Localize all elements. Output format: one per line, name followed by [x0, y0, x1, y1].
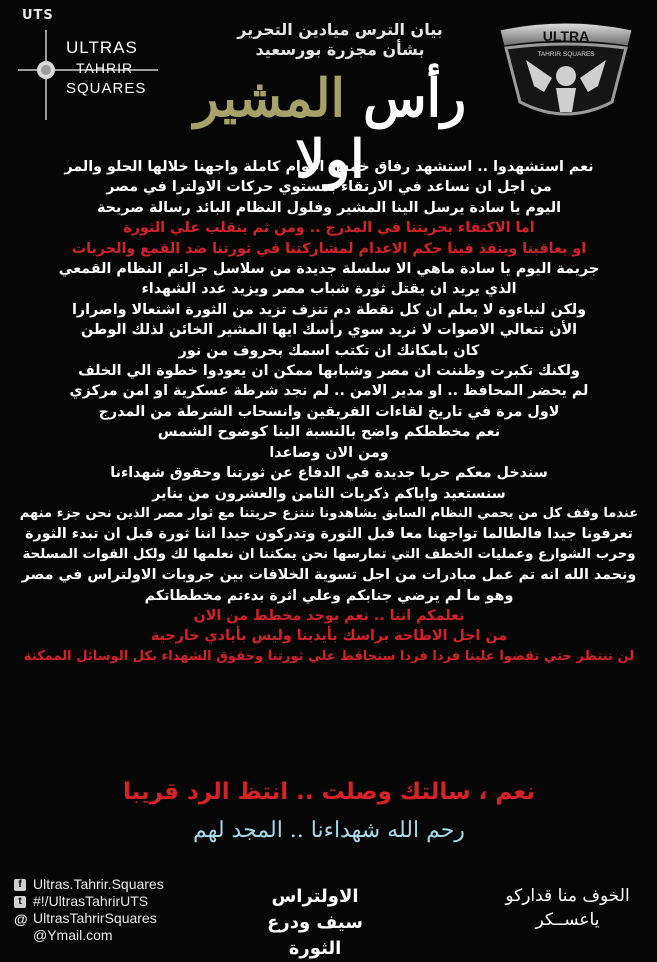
chant-line-1: الخوف منا قداركو	[505, 886, 630, 906]
twitter-icon: t	[14, 896, 26, 908]
social-row	[14, 927, 164, 944]
signature-line-2: سيف ودرع الثورة	[267, 912, 363, 959]
body-line: تعرفونا جيدا فالطالما تواجهنا معا قبل الثورة وتدركون جيدا اننا ثورة قبل ان تبدء الثورة	[25, 526, 633, 543]
body-line: وحرب الشوارع وعمليات الخطف التي تمارسها نحن يمكننا ان نعلمها لك ولكل القوات المسلحة	[22, 546, 636, 562]
social-row	[14, 893, 164, 910]
body-line: لاول مرة في تاريخ لقاءات الفريقين وانسحاب الشرطة من المدرج	[98, 403, 560, 420]
social-handle: Ultras.Tahrir.Squares	[33, 876, 164, 892]
body-line: او يعاقبنا وينفذ فينا حكم الاعدام لمشاركتنا في ثورتنا ضد القمع والحريات	[71, 240, 587, 257]
body-line: ومن الان وصاعدا	[269, 444, 389, 461]
social-handle: UltrasTahrirSquares	[33, 910, 157, 926]
emblem-name: ULTRA	[542, 28, 590, 44]
headline-word-1: رأس	[363, 68, 467, 129]
social-handle: #!/UltrasTahrirUTS	[33, 893, 149, 909]
emblem-icon	[492, 18, 640, 128]
at-icon: @	[14, 910, 28, 927]
statement-body	[18, 157, 640, 667]
body-line: لم يحضر المحافظ .. او مدير الامن .. لم نجد شرطة عسكرية او امن مركزي	[69, 383, 589, 400]
body-line: سنستعيد واياكم ذكريات الثامن والعشرون من يناير	[152, 485, 506, 502]
body-line: كان بامكانك ان تكتب اسمك بحروف من نور	[178, 342, 480, 359]
body-line: ولكنك تكبرت وظننت ان مصر وشبابها ممكن ان يعودوا خطوة الي الخلف	[78, 363, 580, 380]
prayer-line: رحم الله شهداءنا .. المجد لهم	[193, 818, 465, 843]
ultra-tahrir-emblem	[492, 18, 640, 128]
body-line: اما الاكتفاء بحريتنا في المدرج .. ومن ثم ينقلب علي الثورة	[123, 220, 535, 237]
logo-line-2: TAHRIR	[76, 60, 134, 76]
headline-word-3: اولا	[295, 129, 365, 190]
headline-word-2: المشير	[193, 68, 345, 129]
body-line: عندما وقف كل من يحمي النظام السابق يشاهدونا ننتزع حريتنا مع ثوار مصر الذين نحن جزء منهم	[19, 505, 639, 521]
spacer	[14, 930, 26, 942]
body-line: نعم استشهدوا .. استشهد رفاق خمس اعوام كاملة واجهنا خلالها الحلو والمر	[64, 159, 594, 175]
body-line: لن ننتظر حتي تقضوا علينا فردا فردا سنحافظ علي ثورتنا وحقوق الشهداء بكل الوسائل الممكنة	[23, 648, 635, 664]
uts-mark: UTS	[22, 8, 54, 23]
body-line: ونحمد الله انه تم عمل مبادرات من اجل تسوية الخلافات بين جروبات الاولتراس في مصر	[21, 567, 637, 584]
logo-line-1: ULTRAS	[66, 38, 138, 57]
body-line: ولكن لنباءوة لا يعلم ان كل نقطة دم تنزف تزيد من الثورة اشتعالا واصرارا	[71, 301, 587, 318]
body-line: الأن تتعالي الاصوات لا نريد سوي رأسك ايها المشير الخائن لذلك الوطن	[81, 322, 577, 339]
chant	[490, 884, 645, 932]
body-line: نعلمكم اننا .. نعم يوجد مخطط من الان	[193, 607, 465, 624]
body-line: وهو ما لم يرضي جنابكم وعلي اثرة بدءتم مخططاتكم	[144, 587, 514, 604]
social-row	[14, 876, 164, 893]
logo-line-3: SQUARES	[66, 80, 147, 97]
signature-line-1: الاولتراس	[271, 886, 359, 907]
social-links	[14, 876, 164, 944]
statement-title	[205, 20, 475, 60]
body-line: سندخل معكم حربا جديدة في الدفاع عن ثورتنا وحقوق شهداءنا	[110, 465, 548, 482]
chant-line-2: ياعســكر	[535, 910, 600, 930]
statement-line-2: بشأن مجزرة بورسعيد	[255, 40, 425, 59]
body-line: الذي يريد ان يقتل ثورة شباب مصر ويزيد عدد الشهداء	[141, 281, 517, 298]
ultras-signature	[240, 884, 390, 962]
emblem-subtitle: TAHRIR SQUARES	[537, 51, 595, 58]
body-line: جريمة اليوم يا سادة ماهي الا سلسلة جديدة من سلاسل جرائم النظام القمعي	[58, 261, 600, 278]
body-line: نعم مخططكم واضح بالنسبة الينا كوضوح الشمس	[157, 424, 501, 441]
statement-line-1: بيان الترس ميادين التحرير	[237, 20, 443, 39]
body-line: من اجل ان نساعد في الارتقاء بمستوي حركات الاولترا في مصر	[106, 179, 552, 196]
body-line: اليوم يا سادة يرسل الينا المشير وفلول النظام البائد رسالة صريحة	[97, 199, 561, 216]
facebook-icon: f	[14, 879, 26, 891]
social-row	[14, 910, 164, 927]
ultras-tahrir-squares-logo	[18, 30, 168, 120]
social-handle: @Ymail.com	[33, 927, 113, 943]
slogan: نعم ، سالتك وصلت .. انتظ الرد قريبا	[122, 779, 536, 805]
body-line: من اجل الاطاحة براسك بأيدينا وليس بأيادي خارجية	[150, 628, 508, 645]
